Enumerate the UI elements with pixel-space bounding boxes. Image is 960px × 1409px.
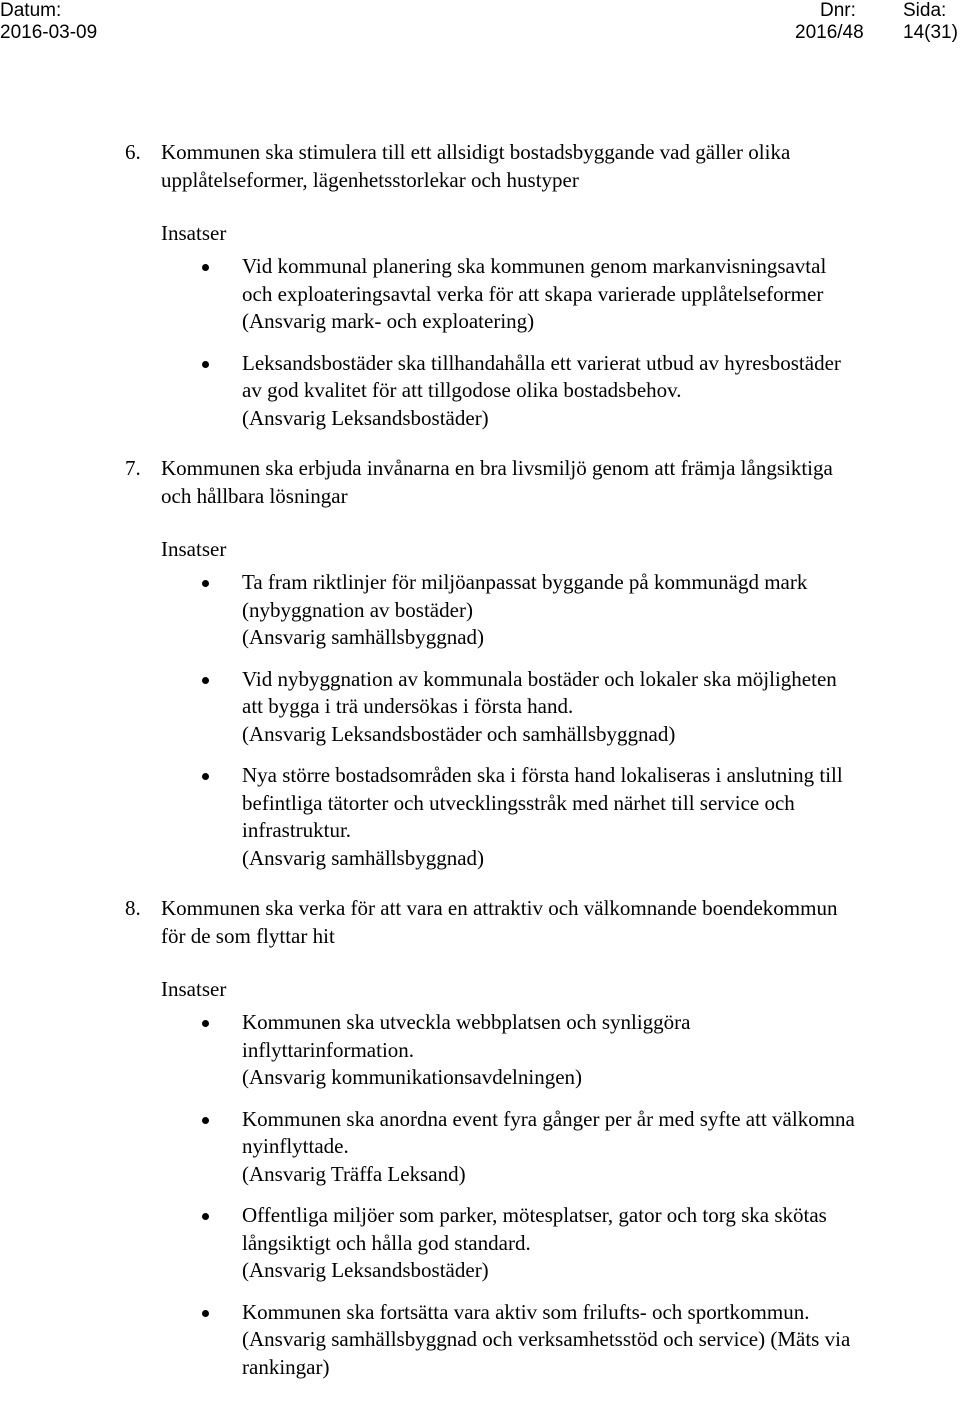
item-text-line: befintliga tätorter och utvecklingsstråk med närhet till service och	[242, 790, 795, 815]
list-item	[125, 1299, 950, 1382]
responsible-line: (Ansvarig Träffa Leksand)	[242, 1161, 466, 1186]
list-item	[125, 1106, 950, 1189]
section-heading	[125, 454, 950, 510]
date-value: 2016-03-09	[0, 22, 98, 43]
item-text-line: nyinflyttade.	[242, 1134, 349, 1158]
item-text-line: Vid nybyggnation av kommunala bostäder och lokaler ska möjligheten	[242, 666, 837, 691]
insatser-list	[125, 253, 950, 432]
dnr-value: 2016/48	[795, 22, 864, 43]
section-number: 6.	[125, 140, 141, 164]
list-item	[125, 666, 950, 749]
insatser-list	[125, 1009, 950, 1381]
item-text-line: Leksandsbostäder ska tillhandahålla ett varierat utbud av hyresbostäder	[242, 350, 841, 375]
section-title-line: Kommunen ska stimulera till ett allsidigt bostadsbyggande vad gäller olika	[161, 140, 791, 164]
section	[125, 138, 950, 432]
date-label: Datum:	[0, 0, 62, 21]
responsible-line: (Ansvarig kommunikationsavdelningen)	[242, 1065, 583, 1089]
insatser-heading: Insatser	[161, 977, 227, 1001]
item-text-line: Kommunen ska anordna event fyra gånger per år med syfte att välkomna	[242, 1106, 855, 1131]
section-number: 7.	[125, 456, 141, 480]
section	[125, 454, 950, 872]
item-text-line: inflyttarinformation.	[242, 1037, 415, 1062]
section-number: 8.	[125, 896, 141, 920]
section-title-line: för de som flyttar hit	[161, 924, 335, 948]
item-text-line: Offentliga miljöer som parker, mötesplatser, gator och torg ska skötas	[242, 1203, 827, 1227]
section-title-line: Kommunen ska verka för att vara en attraktiv och välkomnande boendekommun	[161, 896, 838, 920]
item-text-line: Nya större bostadsområden ska i första hand lokaliseras i anslutning till	[242, 763, 843, 787]
insatser-heading: Insatser	[161, 221, 227, 245]
responsible-line: (Ansvarig Leksandsbostäder och samhällsbyggnad)	[242, 721, 676, 746]
list-item	[125, 762, 950, 872]
item-text-line: Vid kommunal planering ska kommunen genom markanvisningsavtal	[242, 254, 827, 278]
header-page	[903, 0, 958, 44]
item-text-line: Kommunen ska utveckla webbplatsen och synliggöra	[242, 1010, 691, 1034]
responsible-line: rankingar)	[242, 1354, 330, 1379]
list-item	[125, 569, 950, 652]
responsible-line: (Ansvarig Leksandsbostäder)	[242, 1258, 489, 1282]
item-text-line: Kommunen ska fortsätta vara aktiv som frilufts- och sportkommun.	[242, 1299, 810, 1324]
list-item	[125, 1202, 950, 1285]
list-item	[125, 1009, 950, 1092]
insatser-heading: Insatser	[161, 537, 227, 561]
section-title-line: Kommunen ska erbjuda invånarna en bra livsmiljö genom att främja långsiktiga	[161, 456, 833, 480]
insatser-list	[125, 569, 950, 872]
item-text-line: och exploateringsavtal verka för att skapa varierade upplåtelseformer	[242, 281, 824, 306]
list-item	[125, 350, 950, 433]
item-text-line: långsiktigt och hålla god standard.	[242, 1230, 531, 1255]
list-item	[125, 253, 950, 336]
responsible-line: (Ansvarig mark- och exploatering)	[242, 309, 535, 333]
page-header	[0, 0, 960, 48]
section-title-line: och hållbara lösningar	[161, 484, 348, 508]
page-label: Sida:	[903, 0, 947, 21]
item-text-line: Ta fram riktlinjer för miljöanpassat byggande på kommunägd mark	[242, 570, 808, 594]
header-dnr	[795, 0, 864, 44]
item-text-line: att bygga i trä undersökas i första hand.	[242, 694, 574, 718]
section-heading	[125, 138, 950, 194]
responsible-line: (Ansvarig samhällsbyggnad)	[242, 845, 485, 870]
section-title-line: upplåtelseformer, lägenhetsstorlekar och hustyper	[161, 168, 579, 192]
page-value: 14(31)	[903, 22, 958, 43]
document-body	[0, 138, 960, 1395]
responsible-line: (Ansvarig samhällsbyggnad och verksamhetsstöd och service) (Mäts via	[242, 1327, 851, 1351]
header-date	[0, 0, 97, 44]
item-text-line: av god kvalitet för att tillgodose olika bostadsbehov.	[242, 378, 682, 402]
dnr-label: Dnr:	[820, 0, 856, 21]
section	[125, 894, 950, 1381]
item-text-line: infrastruktur.	[242, 818, 352, 842]
item-text-line: (nybyggnation av bostäder)	[242, 597, 473, 622]
section-heading	[125, 894, 950, 950]
responsible-line: (Ansvarig samhällsbyggnad)	[242, 625, 485, 649]
responsible-line: (Ansvarig Leksandsbostäder)	[242, 405, 489, 430]
